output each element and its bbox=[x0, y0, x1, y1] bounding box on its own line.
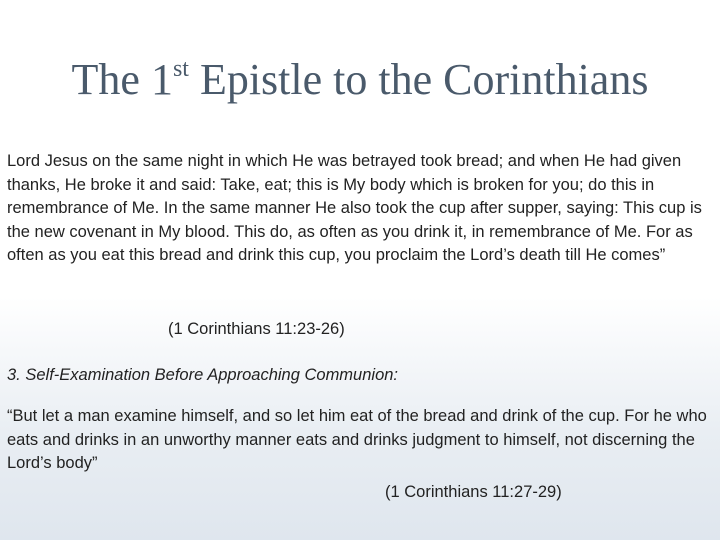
scripture-reference-2: (1 Corinthians 11:27-29) bbox=[385, 483, 562, 501]
title-prefix: The 1 bbox=[71, 55, 173, 104]
slide-title bbox=[0, 55, 720, 104]
section-heading: 3. Self-Examination Before Approaching Communion: bbox=[7, 366, 399, 384]
title-suffix: Epistle to the Corinthians bbox=[188, 55, 649, 104]
title-superscript: st bbox=[172, 56, 189, 82]
scripture-passage-1: Lord Jesus on the same night in which He was betrayed took bread; and when He had given thanks, He broke it and said: Take, eat; this is My body which is broken for you; do this in remembrance of Me. In the same manner He also took the cup after supper, saying: This cup is the new covenant in My blood. This do, as often as you drink it, in remembrance of Me. For as often as you eat this bread and drink this cup, you proclaim the Lord’s death till He comes” bbox=[7, 152, 702, 264]
scripture-reference-1: (1 Corinthians 11:23-26) bbox=[168, 320, 345, 338]
scripture-passage-2: “But let a man examine himself, and so let him eat of the bread and drink of the cup. For he who eats and drinks in an unworthy manner eats and drinks judgment to himself, not discerning the Lord’s body” bbox=[7, 407, 707, 472]
